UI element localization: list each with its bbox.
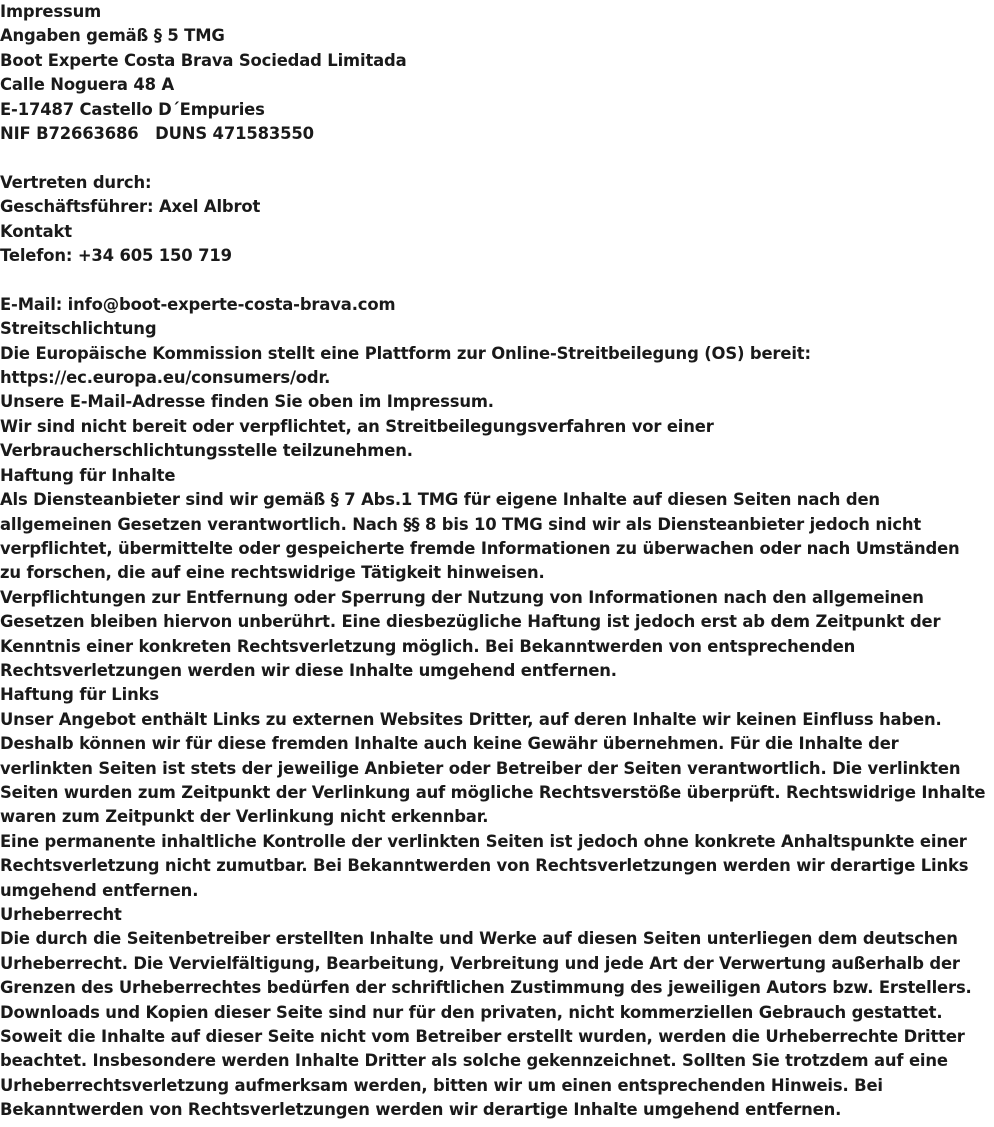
streitschlichtung-text-2: Unsere E-Mail-Adresse finden Sie oben im Impressum. [0,392,494,412]
haftung-links-para-1: Unser Angebot enthält Links zu externen Websites Dritter, auf deren Inhalte wir keinen Einfluss haben. Deshalb können wir für diese fremden Inhalte auch keine Gewähr übernehmen. Für die Inhalte der verlinkten Seiten ist stets der jeweilige Anbieter oder Betreiber der Seiten verantwortlich. Die verlinkten Seiten wurden zum Zeitpunkt der Verlinkung auf mögliche Rechtsverstöße überprüft. Rechtswidrige Inhalte waren zum Zeitpunkt der Verlinkung nicht erkennbar. [0,709,986,827]
urheberrecht-heading: Urheberrecht [0,905,122,924]
kontakt-heading: Kontakt [0,221,72,241]
streitschlichtung-text-1: Die Europäische Kommission stellt eine Plattform zur Online-Streitbeilegung (OS) bereit: [0,343,811,363]
haftung-inhalte-para-1: Als Diensteanbieter sind wir gemäß § 7 Abs.1 TMG für eigene Inhalte auf diesen Seiten nach den allgemeinen Gesetzen verantwortlich. Nach §§ 8 bis 10 TMG sind wir als Diensteanbieter jedoch nicht verpflichtet, übermittelte oder gespeicherte fremde Informationen zu überwachen oder nach Umständen zu forschen, die auf eine rechtswidrige Tätigkeit hinweisen. [0,490,960,583]
angaben-line: Angaben gemäß § 5 TMG [0,26,225,46]
haftung-inhalte-heading: Haftung für Inhalte [0,465,176,485]
spacer [0,146,986,170]
vertreten-label: Vertreten durch: [0,172,152,192]
urheberrecht-para-1: Die durch die Seitenbetreiber erstellten Inhalte und Werke auf diesen Seiten unterliegen dem deutschen Urheberrecht. Die Vervielfältigung, Bearbeitung, Verbreitung und jede Art der Verwertung außerhalb der Grenzen des Urheberrechtes bedürfen der schriftlichen Zustimmung des jeweiligen Autors bzw. Erstellers. Downloads und Kopien dieser Seite sind nur für den privaten, nicht kommerziellen Gebrauch gestattet. [0,929,972,1022]
haftung-inhalte-para-2: Verpflichtungen zur Entfernung oder Sperrung der Nutzung von Informationen nach den allgemeinen Gesetzen bleiben hiervon unberührt. Eine diesbezügliche Haftung ist jedoch erst ab dem Zeitpunkt der Kenntnis einer konkreten Rechtsverletzung möglich. Bei Bekanntwerden von entsprechenden Rechtsverletzungen werden wir diese Inhalte umgehend entfernen. [0,587,941,680]
haftung-links-para-2: Eine permanente inhaltliche Kontrolle der verlinkten Seiten ist jedoch ohne konkrete Anhaltspunkte einer Rechtsverletzung nicht zumutbar. Bei Bekanntwerden von Rechtsverletzungen werden wir derartige Links umgehend entfernen. [0,831,969,900]
streitschlichtung-text-3: Wir sind nicht bereit oder verpflichtet, an Streitbeilegungsverfahren vor einer Verbraucherschlichtungsstelle teilzunehmen. [0,416,714,461]
urheberrecht-para-2: Soweit die Inhalte auf dieser Seite nicht vom Betreiber erstellt wurden, werden die Urheberrechte Dritter beachtet. Insbesondere werden Inhalte Dritter als solche gekennzeichnet. Sollten Sie trotzdem auf eine Urheberrechtsverletzung aufmerksam werden, bitten wir um einen entsprechenden Hinweis. Bei Bekanntwerden von Rechtsverletzungen werden wir derartige Inhalte umgehend entfernen. [0,1027,965,1120]
phone-line: Telefon: +34 605 150 719 [0,246,232,266]
company-ids: NIF B72663686 DUNS 471583550 [0,124,314,144]
city-address: E-17487 Castello D´Empuries [0,99,265,119]
page-title: Impressum [0,2,102,21]
haftung-links-heading: Haftung für Links [0,685,159,705]
odr-link[interactable]: https://ec.europa.eu/consumers/odr. [0,368,331,388]
street-address: Calle Noguera 48 A [0,75,174,95]
spacer [0,268,986,292]
email-line: E-Mail: info@boot-experte-costa-brava.com [0,294,396,314]
streitschlichtung-heading: Streitschlichtung [0,319,157,339]
manager-line: Geschäftsführer: Axel Albrot [0,197,261,217]
company-name: Boot Experte Costa Brava Sociedad Limitada [0,50,407,70]
